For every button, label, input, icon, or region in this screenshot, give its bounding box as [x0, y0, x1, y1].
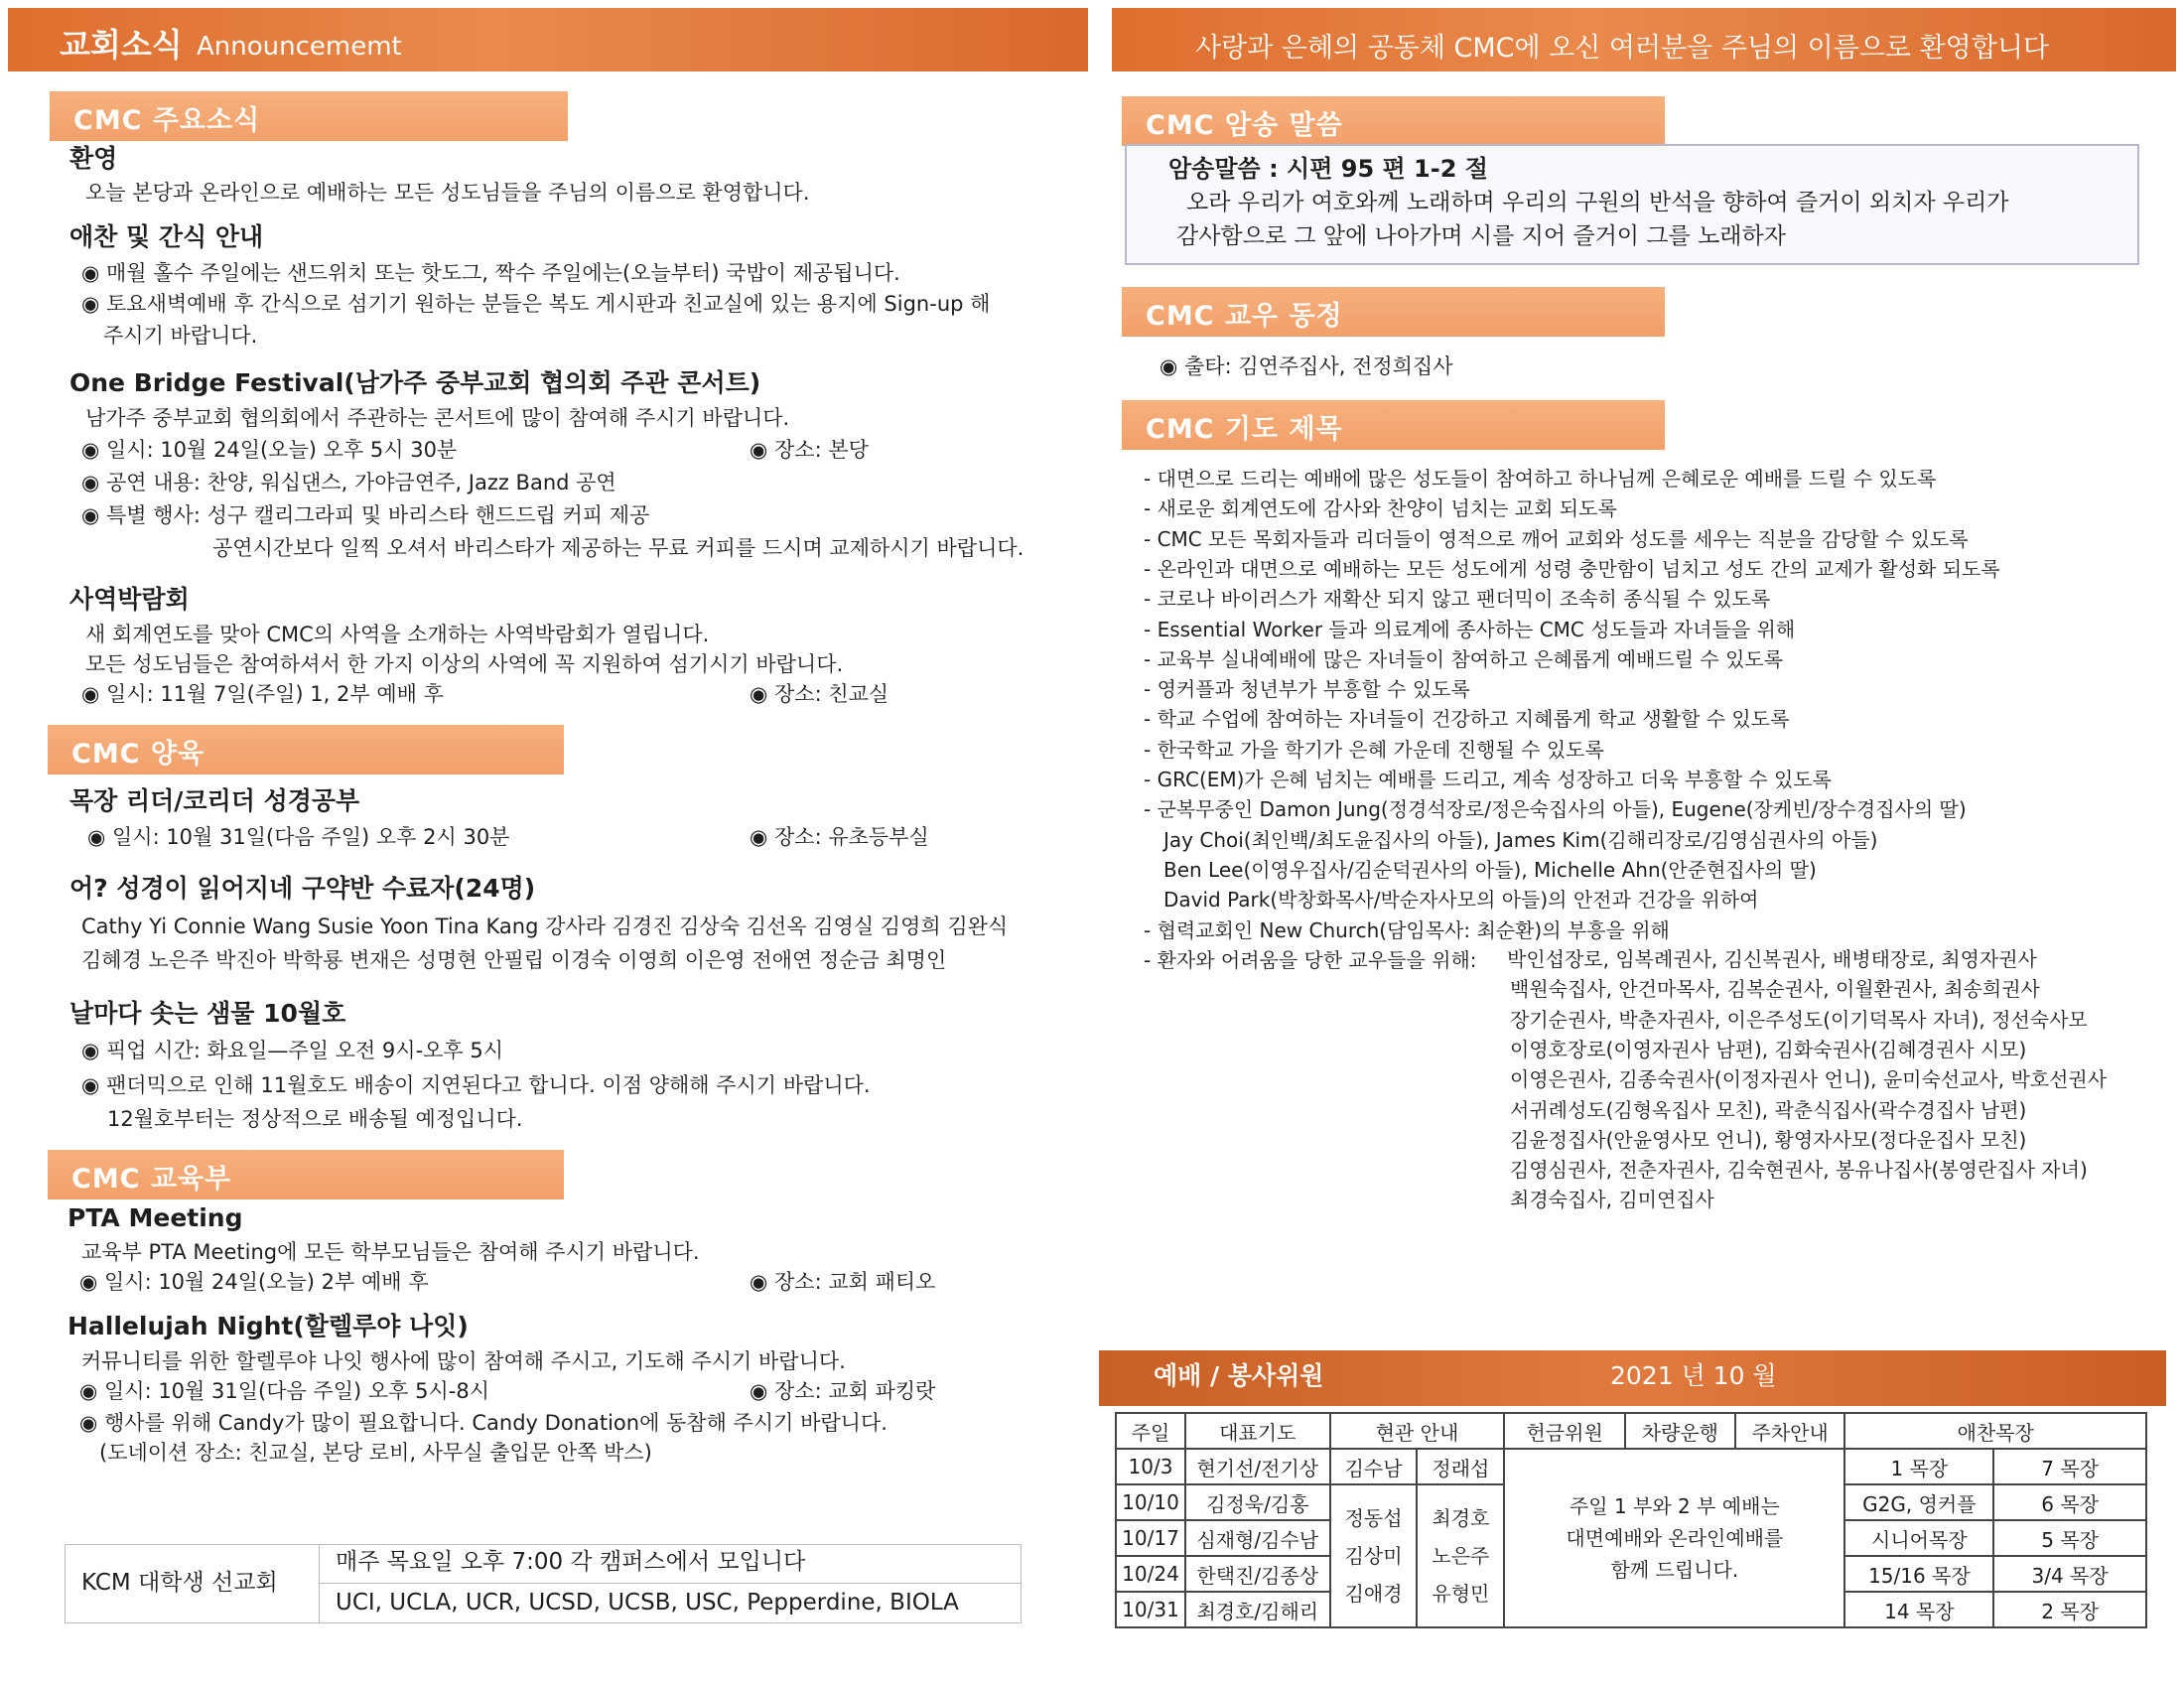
expo-title: 사역박람회: [69, 585, 190, 614]
meal-item-1: ◉ 매월 홀수 주일에는 샌드위치 또는 핫도그, 짝수 주일에는(오늘부터) 국밥이 제공됩니다.: [81, 260, 900, 286]
prayer-item: - 온라인과 대면으로 예배하는 모든 성도에게 성령 충만함이 넘치고 성도 간의 교제가 활성화 되도록: [1144, 556, 2000, 581]
service-notice-line: 함께 드립니다.: [1610, 1558, 1739, 1582]
usher-name: 노은주: [1432, 1544, 1490, 1568]
patient-line: 김영심권사, 전춘자권사, 김숙현권사, 봉유나집사(봉영란집사 자녀): [1510, 1158, 2088, 1183]
col-sunday: 주일: [1116, 1413, 1185, 1449]
service-title: 예배 / 봉사위원: [1154, 1361, 1324, 1390]
expo-text-2: 모든 성도님들은 참여하셔서 한 가지 이상의 사역에 꼭 지원하여 섬기시기 바랍니다.: [85, 652, 844, 676]
meal-cell: G2G, 영커플: [1844, 1484, 1993, 1520]
festival-date: ◉ 일시: 10월 24일(오늘) 오후 5시 30분: [81, 437, 457, 463]
spring-pickup: ◉ 픽업 시간: 화요일—주일 오전 9시-오후 5시: [81, 1038, 503, 1063]
prayer-item: Jay Choi(최인백/최도윤집사의 아들), James Kim(김해리장로/김영심권사의 아들): [1163, 827, 1878, 852]
left-header-title: 교회소식: [60, 26, 183, 64]
meal-cell: 1 목장: [1844, 1449, 1993, 1484]
memory-verse-line-1: 오라 우리가 여호와께 노래하며 우리의 구원의 반석을 향하여 즐거이 외치자 우리가: [1186, 190, 2009, 215]
patient-line: 김윤정집사(안윤영사모 언니), 황영자사모(정다운집사 모친): [1510, 1127, 2027, 1152]
service-notice-line: 대면예배와 온라인예배를: [1566, 1526, 1784, 1550]
prayer-item: - 대면으로 드리는 예배에 많은 성도들이 참여하고 하나님께 은혜로운 예배를 드릴 수 있도록: [1144, 467, 1937, 491]
pta-place: ◉ 장소: 교회 패티오: [750, 1269, 935, 1295]
festival-event: ◉ 특별 행사: 성구 캘리그라피 및 바리스타 핸드드립 커피 제공: [81, 502, 649, 528]
hallelujah-date: ◉ 일시: 10월 31일(다음 주일) 오후 5시-8시: [79, 1378, 489, 1404]
bible-study-place: ◉ 장소: 유초등부실: [750, 824, 929, 850]
bible-study-title: 목장 리더/코리더 성경공부: [69, 786, 360, 815]
sunday-cell: 10/24: [1116, 1556, 1185, 1592]
service-notice-cell: [1504, 1449, 1844, 1627]
patient-line: 장기순권사, 박춘자권사, 이은주성도(이기덕목사 자녀), 정선숙사모: [1510, 1007, 2088, 1032]
pta-text: 교육부 PTA Meeting에 모든 학부모님들은 참여해 주시기 바랍니다.: [81, 1240, 700, 1264]
festival-text: 남가주 중부교회 협의회에서 주관하는 콘서트에 많이 참여해 주시기 바랍니다.: [85, 406, 790, 430]
festival-event-note: 공연시간보다 일찍 오셔서 바리스타가 제공하는 무료 커피를 드시며 교제하시기 바랍니다.: [212, 536, 1024, 560]
prayer-item: David Park(박창화목사/박순자사모의 아들)의 안전과 건강을 위하여: [1163, 888, 1759, 913]
usher-name: 김애경: [1344, 1582, 1403, 1606]
prayer-item: - 환자와 어려움을 당한 교우들을 위해:: [1144, 947, 1477, 972]
sunday-cell: 10/17: [1116, 1520, 1185, 1556]
patient-line: 백원숙집사, 안건마목사, 김복순권사, 이월환권사, 최송희권사: [1510, 977, 2040, 1002]
meal-cell: 7 목장: [1993, 1449, 2146, 1484]
hallelujah-text: 커뮤니티를 위한 할렐루야 나잇 행사에 많이 참여해 주시고, 기도해 주시기 바랍니다.: [81, 1349, 846, 1373]
col-meal: 애찬목장: [1844, 1413, 2146, 1449]
meal-item-2: ◉ 토요새벽예배 후 간식으로 섬기기 원하는 분들은 복도 게시판과 친교실에 있는 용지에 Sign-up 해: [81, 291, 990, 317]
pta-date: ◉ 일시: 10월 24일(오늘) 2부 예배 후: [79, 1269, 429, 1295]
spring-title: 날마다 솟는 샘물 10월호: [69, 999, 346, 1028]
meal-item-2-cont: 주시기 바랍니다.: [103, 324, 258, 348]
meal-cell: 5 목장: [1993, 1520, 2146, 1556]
service-header-bar: [1099, 1350, 2166, 1406]
prayer-item: Ben Lee(이영우집사/김순덕권사의 아들), Michelle Ahn(안준현집사의 딸): [1163, 857, 1817, 882]
meal-title: 애찬 및 간식 안내: [69, 222, 264, 251]
left-header-bar: [8, 8, 1088, 71]
prayer-cell: 심재형/김수남: [1185, 1520, 1330, 1556]
hallelujah-candy: ◉ 행사를 위해 Candy가 많이 필요합니다. Candy Donation에 동참해 주시기 바랍니다.: [79, 1410, 887, 1436]
spring-note: 12월호부터는 정상적으로 배송될 예정입니다.: [107, 1107, 523, 1131]
patient-line: 서귀례성도(김형옥집사 모친), 곽춘식집사(곽수경집사 남편): [1510, 1097, 2027, 1122]
hallelujah-place: ◉ 장소: 교회 파킹랏: [750, 1378, 935, 1404]
festival-place: ◉ 장소: 본당: [750, 437, 869, 463]
memory-verse-box: [1125, 144, 2139, 265]
prayer-item: - 군복무중인 Damon Jung(정경석장로/정은숙집사의 아들), Eugene(장케빈/장수경집사의 딸): [1144, 797, 1967, 822]
prayer-item: - Essential Worker 들과 의료계에 종사하는 CMC 성도들과 자녀들을 위해: [1144, 617, 1796, 641]
kcm-box: [65, 1544, 1022, 1623]
spring-delay: ◉ 팬더믹으로 인해 11월호도 배송이 지연된다고 합니다. 이점 양해해 주시기 바랍니다.: [81, 1072, 871, 1098]
service-month: 2021 년 10 월: [1610, 1361, 1777, 1390]
service-table: [1115, 1412, 2147, 1628]
welcome-title: 환영: [69, 144, 118, 173]
kcm-campuses: UCI, UCLA, UCR, UCSD, UCSB, USC, Pepperdine, BIOLA: [336, 1590, 959, 1616]
usher-name: 유형민: [1432, 1582, 1490, 1606]
section-memory-header: CMC 암송 말씀: [1122, 96, 1665, 146]
usher-cell: [1330, 1484, 1418, 1627]
memory-verse-line-2: 감사함으로 그 앞에 나아가며 시를 지어 즐거이 그를 노래하자: [1176, 223, 1786, 249]
patient-line: 박인섭장로, 임복례권사, 김신복권사, 배병태장로, 최영자권사: [1507, 947, 2037, 971]
section-education-header: CMC 교육부: [48, 1150, 564, 1199]
meal-cell: 14 목장: [1844, 1592, 1993, 1627]
kcm-meeting-time: 매주 목요일 오후 7:00 각 캠퍼스에서 모입니다: [336, 1549, 806, 1575]
prayer-item: - 새로운 회계연도에 감사와 찬양이 넘치는 교회 되도록: [1144, 496, 1617, 521]
graduates-line-1: Cathy Yi Connie Wang Susie Yoon Tina Kang 강사라 김경진 김상숙 김선옥 김영실 김영희 김완식: [81, 914, 1009, 938]
patient-line: 이영호장로(이영자권사 남편), 김화숙권사(김혜경권사 시모): [1510, 1037, 2027, 1061]
col-shuttle: 차량운행: [1625, 1413, 1735, 1449]
col-usher: 현관 안내: [1330, 1413, 1505, 1449]
prayer-item: - CMC 모든 목회자들과 리더들이 영적으로 깨어 교회와 성도를 세우는 직분을 감당할 수 있도록: [1144, 526, 1969, 551]
prayer-item: - 코로나 바이러스가 재확산 되지 않고 팬더믹이 조속히 종식될 수 있도록: [1144, 587, 1771, 612]
service-header-row: [1116, 1413, 2146, 1449]
sunday-cell: 10/31: [1116, 1592, 1185, 1627]
kcm-label-cell: [66, 1545, 320, 1622]
kcm-divider: [319, 1583, 1021, 1584]
meal-cell: 6 목장: [1993, 1484, 2146, 1520]
hallelujah-candy-location: (도네이션 장소: 친교실, 본당 로비, 사무실 출입문 안쪽 박스): [99, 1441, 652, 1465]
table-row: [1116, 1449, 2146, 1484]
expo-text-1: 새 회계연도를 맞아 CMC의 사역을 소개하는 사역박람회가 열립니다.: [85, 623, 710, 646]
graduates-title: 어? 성경이 읽어지네 구약반 수료자(24명): [69, 874, 536, 903]
patient-line: 이영은권사, 김종숙권사(이정자권사 언니), 윤미숙선교사, 박호선권사: [1510, 1067, 2108, 1092]
right-header-bar: [1112, 8, 2176, 71]
prayer-cell: 현기선/전기상: [1185, 1449, 1330, 1484]
pta-title: PTA Meeting: [68, 1203, 243, 1232]
meal-cell: 2 목장: [1993, 1592, 2146, 1627]
expo-date: ◉ 일시: 11월 7일(주일) 1, 2부 예배 후: [81, 681, 444, 707]
col-prayer: 대표기도: [1185, 1413, 1330, 1449]
sunday-cell: 10/3: [1116, 1449, 1185, 1484]
usher-name: 김상미: [1344, 1544, 1403, 1568]
welcome-text: 오늘 본당과 온라인으로 예배하는 모든 성도님들을 주님의 이름으로 환영합니다.: [85, 181, 810, 205]
prayer-item: - 협력교회인 New Church(담임목사: 최순환)의 부흥을 위해: [1144, 917, 1670, 942]
meal-cell: 15/16 목장: [1844, 1556, 1993, 1592]
prayer-item: - GRC(EM)가 은혜 넘치는 예배를 드리고, 계속 성장하고 더욱 부흥할 수 있도록: [1144, 768, 1833, 791]
section-news-header: CMC 주요소식: [50, 91, 568, 141]
sunday-cell: 10/10: [1116, 1484, 1185, 1520]
prayer-cell: 최경호/김해리: [1185, 1592, 1330, 1627]
section-members-header: CMC 교우 동정: [1122, 287, 1665, 337]
members-news: ◉ 출타: 김연주집사, 전정희집사: [1160, 353, 1453, 379]
graduates-line-2: 김혜경 노은주 박진아 박학룡 변재은 성명현 안필립 이경숙 이영희 이은영 전애연 정순금 최명인: [81, 948, 947, 972]
expo-place: ◉ 장소: 친교실: [750, 681, 888, 707]
memory-verse-title: 암송말씀 : 시편 95 편 1-2 절: [1168, 155, 1488, 183]
patient-line: 최경숙집사, 김미연집사: [1510, 1188, 1714, 1212]
usher-cell: [1417, 1484, 1504, 1627]
hallelujah-title: Hallelujah Night(할렐루야 나잇): [68, 1312, 469, 1340]
usher-name: 정동섭: [1344, 1506, 1403, 1530]
usher-name: 최경호: [1432, 1506, 1490, 1530]
service-notice-line: 주일 1 부와 2 부 예배는: [1569, 1494, 1780, 1518]
left-header-subtitle: Announcememt: [197, 32, 402, 62]
prayer-item: - 한국학교 가을 학기가 은혜 가운데 진행될 수 있도록: [1144, 737, 1604, 762]
usher-cell: 정래섭: [1417, 1449, 1504, 1484]
prayer-item: - 교육부 실내예배에 많은 자녀들이 참여하고 은혜롭게 예배드릴 수 있도록: [1144, 646, 1784, 671]
bible-study-date: ◉ 일시: 10월 31일(다음 주일) 오후 2시 30분: [87, 824, 509, 850]
festival-title: One Bridge Festival(남가주 중부교회 협의회 주관 콘서트): [69, 368, 761, 397]
prayer-cell: 한택진/김종상: [1185, 1556, 1330, 1592]
meal-cell: 3/4 목장: [1993, 1556, 2146, 1592]
meal-cell: 시니어목장: [1844, 1520, 1993, 1556]
prayer-item: - 영커플과 청년부가 부흥할 수 있도록: [1144, 677, 1470, 702]
prayer-cell: 김정욱/김홍: [1185, 1484, 1330, 1520]
section-prayer-header: CMC 기도 제목: [1122, 400, 1665, 450]
col-offering: 헌금위원: [1504, 1413, 1625, 1449]
col-parking: 주차안내: [1735, 1413, 1845, 1449]
usher-cell: 김수남: [1330, 1449, 1418, 1484]
kcm-label: KCM 대학생 선교회: [81, 1570, 278, 1596]
welcome-banner: 사랑과 은혜의 공동체 CMC에 오신 여러분을 주님의 이름으로 환영합니다: [1195, 33, 2049, 64]
prayer-item: - 학교 수업에 참여하는 자녀들이 건강하고 지혜롭게 학교 생활할 수 있도록: [1144, 707, 1790, 732]
festival-program: ◉ 공연 내용: 찬양, 워십댄스, 가야금연주, Jazz Band 공연: [81, 470, 616, 495]
section-training-header: CMC 양육: [48, 725, 564, 774]
